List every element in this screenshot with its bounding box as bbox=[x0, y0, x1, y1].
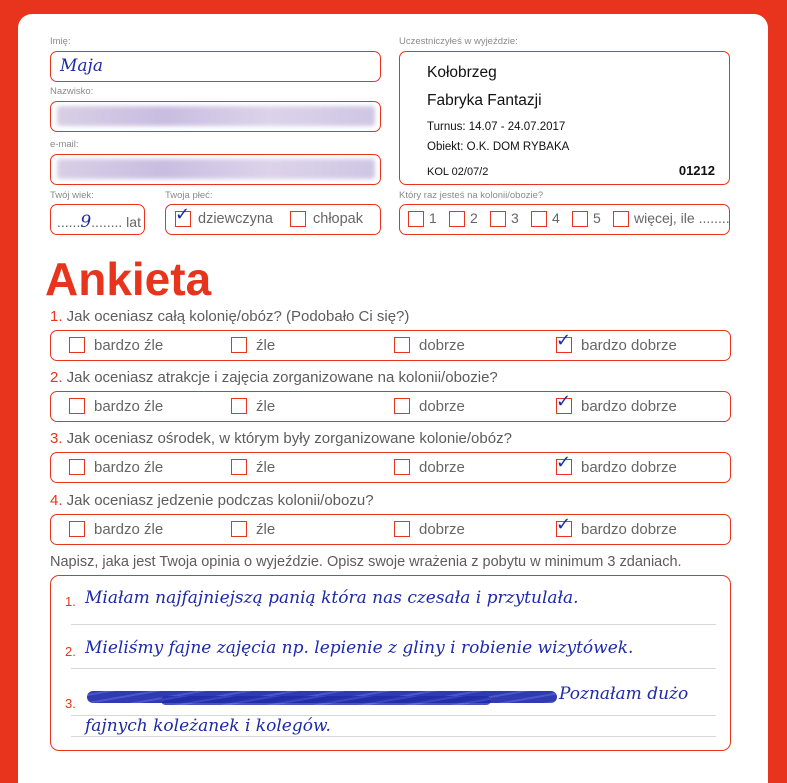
rating-option-label: dobrze bbox=[419, 398, 465, 415]
question-3-text bbox=[50, 430, 512, 447]
question-label: Jak oceniasz atrakcje i zajęcia zorganizowane na kolonii/obozie? bbox=[62, 369, 498, 386]
gender-girl-label: dziewczyna bbox=[198, 211, 273, 227]
question-number: 3. bbox=[50, 430, 63, 447]
times-option-more: więcej, ile ........ bbox=[634, 210, 730, 226]
email-label: e-mail: bbox=[50, 139, 79, 150]
times-option-4: 4 bbox=[552, 210, 560, 226]
rating-option-label: bardzo dobrze bbox=[581, 459, 677, 476]
writing-line bbox=[71, 624, 716, 625]
rating-option-label: źle bbox=[256, 337, 276, 354]
trip-number: 01212 bbox=[678, 163, 715, 178]
email-field[interactable] bbox=[50, 154, 381, 185]
age-field[interactable] bbox=[50, 204, 145, 235]
check-mark-icon: ✓ bbox=[556, 391, 572, 412]
opinion-answer-2: Mieliśmy fajne zajęcia np. lepienie z gliny i robienie wizytówek. bbox=[85, 638, 634, 658]
trip-info-box bbox=[399, 51, 730, 185]
redacted-surname bbox=[57, 106, 375, 126]
rating-checkbox[interactable] bbox=[394, 521, 410, 537]
question-number: 2. bbox=[50, 369, 63, 386]
rating-option-label: bardzo dobrze bbox=[581, 337, 677, 354]
participant-label: Uczestniczyłeś w wyjeździe: bbox=[399, 36, 518, 47]
gender-boy-checkbox[interactable] bbox=[290, 211, 306, 227]
trip-turnus: Turnus: 14.07 - 24.07.2017 bbox=[427, 121, 566, 133]
trip-obiekt: Obiekt: O.K. DOM RYBAKA bbox=[427, 141, 570, 153]
rating-option-label: dobrze bbox=[419, 337, 465, 354]
times-option-5: 5 bbox=[593, 210, 601, 226]
rating-checkbox[interactable] bbox=[556, 514, 572, 537]
name-value: Maja bbox=[60, 56, 103, 76]
question-4-text bbox=[50, 492, 374, 509]
opinion-answer-3-continued: fajnych koleżanek i kolegów. bbox=[85, 716, 331, 736]
rating-option-label: bardzo źle bbox=[94, 521, 164, 538]
rating-option-label: źle bbox=[256, 521, 276, 538]
age-suffix: ........ lat bbox=[91, 214, 141, 230]
question-number: 4. bbox=[50, 492, 63, 509]
rating-checkbox[interactable] bbox=[394, 398, 410, 414]
times-option-2: 2 bbox=[470, 210, 478, 226]
times-checkbox-1[interactable] bbox=[408, 211, 424, 227]
question-label: Jak oceniasz całą kolonię/obóz? (Podobało Ci się?) bbox=[62, 308, 410, 325]
page-title: Ankieta bbox=[45, 253, 212, 305]
times-checkbox-3[interactable] bbox=[490, 211, 506, 227]
gender-boy-label: chłopak bbox=[313, 211, 363, 227]
age-value: 9 bbox=[80, 212, 92, 232]
question-3-options bbox=[50, 452, 731, 483]
rating-checkbox[interactable] bbox=[231, 398, 247, 414]
check-mark-icon: ✓ bbox=[556, 330, 572, 351]
check-mark-icon: ✓ bbox=[556, 514, 572, 535]
rating-checkbox[interactable] bbox=[69, 459, 85, 475]
gender-label: Twoja płeć: bbox=[165, 190, 213, 201]
crossed-out-text bbox=[161, 696, 491, 705]
times-option-3: 3 bbox=[511, 210, 519, 226]
times-checkbox-more[interactable] bbox=[613, 211, 629, 227]
trip-program: Fabryka Fantazji bbox=[427, 92, 542, 109]
question-1-options bbox=[50, 330, 731, 361]
rating-checkbox[interactable] bbox=[69, 521, 85, 537]
redacted-email bbox=[57, 159, 375, 179]
rating-option-label: źle bbox=[256, 398, 276, 415]
question-4-options bbox=[50, 514, 731, 545]
rating-checkbox[interactable] bbox=[231, 337, 247, 353]
gender-girl-checkbox[interactable] bbox=[175, 204, 191, 227]
rating-option-label: dobrze bbox=[419, 521, 465, 538]
rating-option-label: bardzo dobrze bbox=[581, 521, 677, 538]
question-2-text bbox=[50, 369, 498, 386]
rating-option-label: bardzo źle bbox=[94, 337, 164, 354]
opinion-line-number-1: 1. bbox=[65, 594, 76, 609]
opinion-line-number-3: 3. bbox=[65, 696, 76, 711]
age-label: Twój wiek: bbox=[50, 190, 94, 201]
opinion-line-number-2: 2. bbox=[65, 644, 76, 659]
rating-option-label: bardzo źle bbox=[94, 459, 164, 476]
opinion-prompt: Napisz, jaka jest Twoja opinia o wyjeździe. Opisz swoje wrażenia z pobytu w minimum 3 zdaniach. bbox=[50, 554, 682, 570]
rating-option-label: bardzo dobrze bbox=[581, 398, 677, 415]
question-number: 1. bbox=[50, 308, 63, 325]
rating-option-label: źle bbox=[256, 459, 276, 476]
rating-checkbox[interactable] bbox=[556, 391, 572, 414]
rating-checkbox[interactable] bbox=[69, 337, 85, 353]
rating-checkbox[interactable] bbox=[231, 521, 247, 537]
writing-line bbox=[71, 736, 716, 737]
rating-checkbox[interactable] bbox=[231, 459, 247, 475]
times-option-1: 1 bbox=[429, 210, 437, 226]
times-label: Który raz jesteś na kolonii/obozie? bbox=[399, 190, 544, 201]
question-label: Jak oceniasz ośrodek, w którym były zorganizowane kolonie/obóz? bbox=[62, 430, 512, 447]
times-field bbox=[399, 204, 730, 235]
opinion-answer-1: Miałam najfajniejszą panią która nas czesała i przytulała. bbox=[85, 588, 579, 608]
opinion-box[interactable] bbox=[50, 575, 731, 751]
question-2-options bbox=[50, 391, 731, 422]
opinion-answer-3: Poznałam dużo bbox=[559, 684, 689, 704]
question-1-text bbox=[50, 308, 409, 325]
check-mark-icon: ✓ bbox=[556, 452, 572, 473]
age-prefix: ...... bbox=[57, 214, 81, 230]
times-checkbox-5[interactable] bbox=[572, 211, 588, 227]
writing-line bbox=[71, 668, 716, 669]
surname-label: Nazwisko: bbox=[50, 86, 94, 97]
survey-sheet bbox=[18, 14, 768, 783]
rating-checkbox[interactable] bbox=[556, 330, 572, 353]
surname-field[interactable] bbox=[50, 101, 381, 132]
rating-checkbox[interactable] bbox=[69, 398, 85, 414]
name-label: Imię: bbox=[50, 36, 71, 47]
rating-option-label: bardzo źle bbox=[94, 398, 164, 415]
times-checkbox-2[interactable] bbox=[449, 211, 465, 227]
trip-city: Kołobrzeg bbox=[427, 64, 497, 81]
rating-checkbox[interactable] bbox=[394, 337, 410, 353]
rating-checkbox[interactable] bbox=[394, 459, 410, 475]
check-mark-icon: ✓ bbox=[175, 204, 191, 225]
times-checkbox-4[interactable] bbox=[531, 211, 547, 227]
gender-field bbox=[165, 204, 381, 235]
name-field[interactable] bbox=[50, 51, 381, 82]
rating-option-label: dobrze bbox=[419, 459, 465, 476]
rating-checkbox[interactable] bbox=[556, 452, 572, 475]
question-label: Jak oceniasz jedzenie podczas kolonii/obozu? bbox=[62, 492, 374, 509]
trip-code: KOL 02/07/2 bbox=[427, 166, 489, 178]
